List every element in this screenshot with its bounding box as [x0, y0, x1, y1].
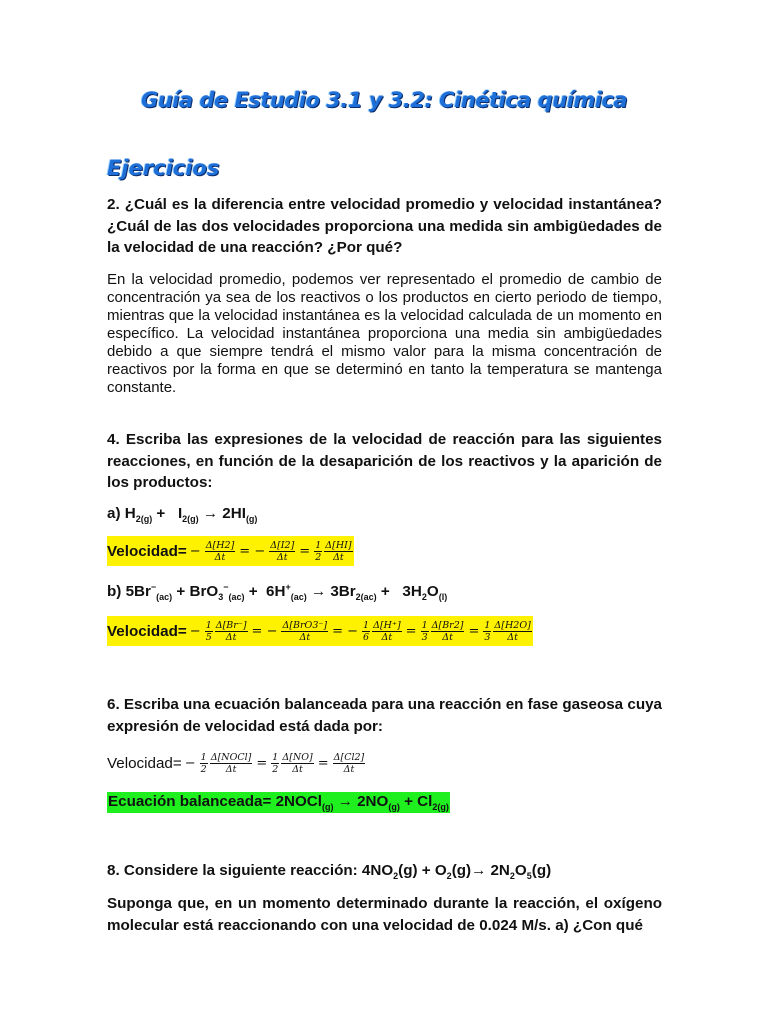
- rate-term: $\frac{\Delta[H2O]}{\Delta t}$: [494, 619, 531, 643]
- rate-label: Velocidad=: [107, 754, 182, 772]
- question-8: 8. Considere la siguiente reacción: $4NO_2(g) + O_2(g)\to 2N_2O_5(g)$: [107, 862, 552, 882]
- operator: =: [299, 543, 311, 559]
- rate-expression-6: [107, 748, 366, 778]
- rate-term: $\frac{\Delta[H^+]}{\Delta t}$: [373, 619, 401, 643]
- operator: = −: [251, 623, 278, 639]
- reaction-a: a) $H_{2(g)} + I_{2(g)} \to 2HI_{(g)}$: [107, 505, 258, 525]
- item-label-b: b): [107, 583, 122, 601]
- operator: =: [468, 623, 480, 639]
- page-title: Guía de Estudio 3.1 y 3.2: Cinética química: [140, 88, 628, 112]
- question-8-prefix: 8. Considere la siguiente reacción:: [107, 862, 358, 879]
- rate-expression-b: [107, 616, 533, 646]
- coefficient: $\frac{1}{3}$: [484, 619, 491, 643]
- coefficient: $\frac{1}{2}$: [272, 751, 279, 775]
- rate-term: $\frac{\text{Δ[NOCl]}}{\Delta t}$: [210, 751, 252, 775]
- section-heading: Ejercicios: [107, 156, 220, 180]
- operator: =: [317, 755, 329, 771]
- rate-terms-6: [182, 752, 367, 775]
- answer-2: En la velocidad promedio, podemos ver representado el promedio de cambio de concentración ya sea de los reactivos o los productos en cierto periodo de tiempo, mientras que la velocidad instantánea es la velocidad calculada de un momento en específico. La velocidad instantánea proporciona una media sin ambigüedades debido a que siempre tendrá el mismo valor para la misma concentración de reactivos por la forma en que se determinó en tanto la temperatura se mantenga constante.: [107, 271, 662, 396]
- coefficient: $\frac{1}{6}$: [363, 619, 370, 643]
- rate-term: $\frac{\Delta[I2]}{\Delta t}$: [270, 539, 295, 563]
- question-8-paragraph: Suponga que, en un momento determinado durante la reacción, el oxígeno molecular está reaccionando con una velocidad de 0.024 M/s. a) ¿Con qué: [107, 895, 662, 934]
- rate-term: $\frac{\Delta[Br2]}{\Delta t}$: [431, 619, 464, 643]
- rate-terms-b: [187, 620, 533, 643]
- coefficient: $\frac{1}{5}$: [205, 619, 212, 643]
- question-4: 4. Escriba las expresiones de la velocidad de reacción para las siguientes reacciones, en función de la desaparición de los reactivos y la aparición de los productos:: [107, 431, 662, 491]
- coefficient: $\frac{1}{2}$: [315, 539, 322, 563]
- coefficient: $\frac{1}{2}$: [200, 751, 207, 775]
- coefficient: $\frac{1}{3}$: [421, 619, 428, 643]
- balanced-label: Ecuación balanceada=: [108, 793, 272, 810]
- rate-term: $\frac{\Delta[NO]}{\Delta t}$: [282, 751, 313, 775]
- item-label-a: a): [107, 505, 121, 522]
- rate-label: Velocidad=: [107, 542, 187, 560]
- rate-label: Velocidad=: [107, 622, 187, 640]
- operator: −: [189, 623, 201, 639]
- rate-term: $\frac{\Delta[H2]}{\Delta t}$: [205, 539, 235, 563]
- operator: = −: [332, 623, 359, 639]
- rate-term: $\frac{\text{Δ[BrO3⁻]}}{\Delta t}$: [282, 619, 328, 643]
- operator: =: [256, 755, 268, 771]
- rate-expression-a: [107, 536, 354, 566]
- rate-term: $\frac{\Delta[HI]}{\Delta t}$: [325, 539, 352, 563]
- operator: −: [189, 543, 201, 559]
- balanced-equation: Ecuación balanceada= 2NOCl$_{(g)}$ → $2NO_{(g)} + Cl_{2(g)}$: [108, 793, 449, 813]
- rate-terms-a: [187, 540, 354, 563]
- question-6: 6. Escriba una ecuación balanceada para una reacción en fase gaseosa cuya expresión de velocidad está dada por:: [107, 696, 662, 735]
- rate-term: $\frac{\Delta[Cl2]}{\Delta t}$: [333, 751, 365, 775]
- operator: −: [184, 755, 196, 771]
- operator: =: [405, 623, 417, 639]
- operator: = −: [239, 543, 266, 559]
- rate-term: $\frac{\Delta[Br^-]}{\Delta t}$: [215, 619, 247, 643]
- question-2: 2. ¿Cuál es la diferencia entre velocidad promedio y velocidad instantánea? ¿Cuál de las dos velocidades proporciona una medida sin ambigüedades de la velocidad de una reacción? ¿Por qué?: [107, 196, 662, 256]
- reaction-b: b) $5Br^-_{(ac)} + BrO_3^-_{(ac)} + 6H^+_{(ac)} \to 3Br_{2(ac)} + 3H_2O_{(l)}$: [107, 582, 448, 603]
